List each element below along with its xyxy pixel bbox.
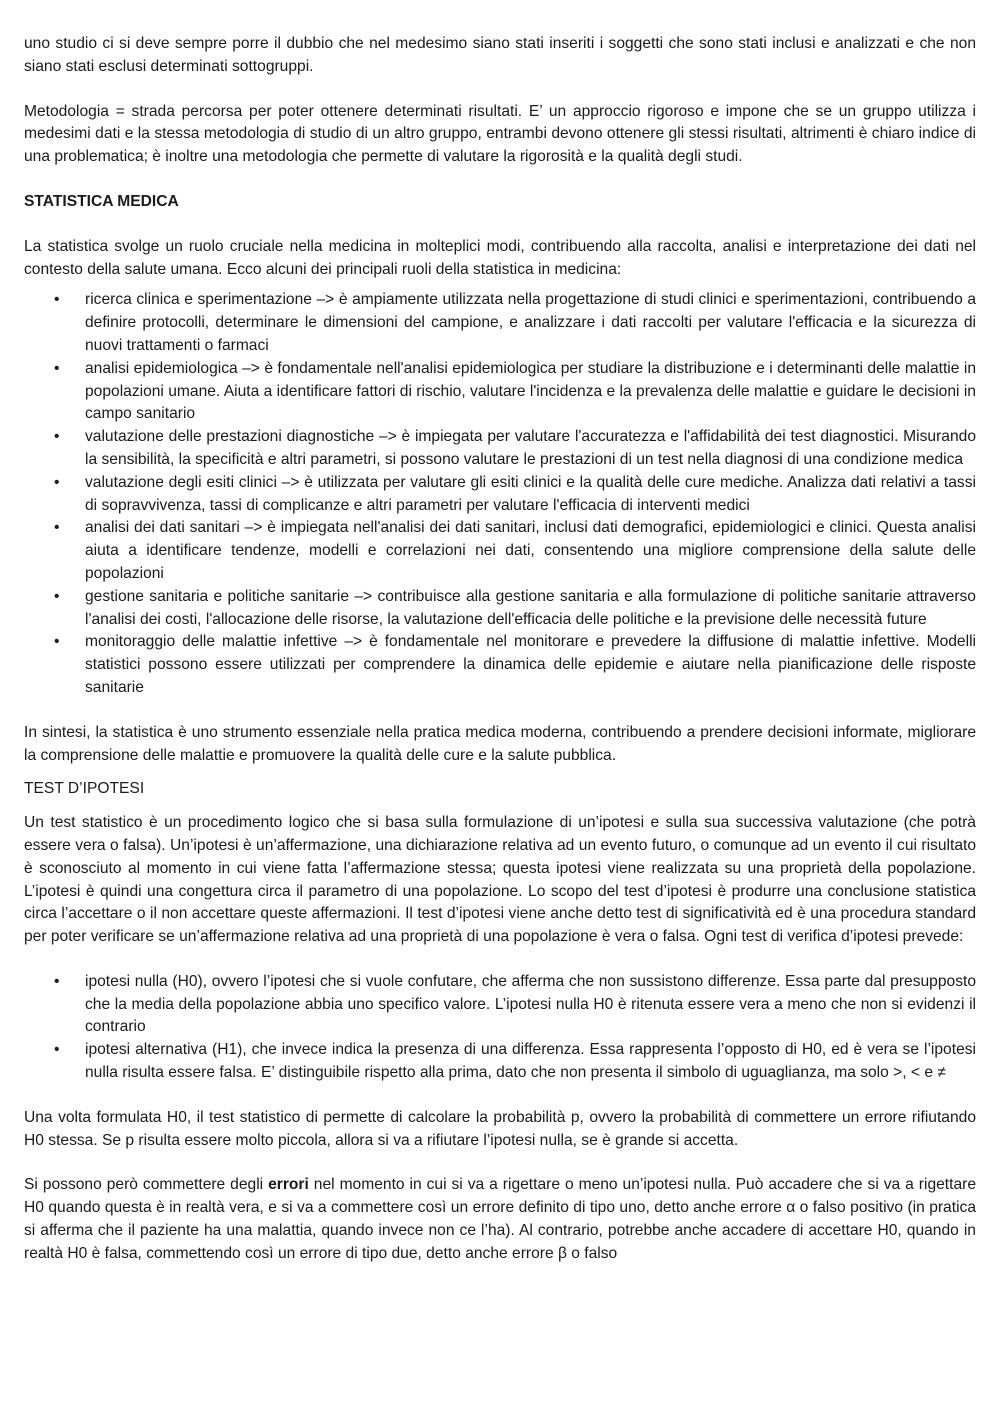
list-item <box>24 358 976 426</box>
bullet-icon: • <box>54 519 60 537</box>
statistica-roles-list <box>24 289 976 699</box>
list-item <box>24 971 976 1039</box>
statistica-intro-paragraph: La statistica svolge un ruolo cruciale nella medicina in molteplici modi, contribuendo alla raccolta, analisi e interpretazione dei dati nel contesto della salute umana. Ecco alcuni dei principali ruoli della statistica in medicina: <box>24 237 976 278</box>
list-item <box>24 586 976 632</box>
statistica-summary-paragraph: In sintesi, la statistica è uno strumento essenziale nella pratica medica moderna, contribuendo a prendere decisioni informate, migliorare la comprensione delle malattie e promuovere la qualità delle cure e la salute pubblica. <box>24 723 976 764</box>
errors-bold-term: errori <box>268 1176 309 1194</box>
section-heading-test-ipotesi: TEST D’IPOTESI <box>24 780 145 798</box>
errors-text-after: nel momento in cui si va a rigettare o meno un’ipotesi nulla. Può accadere che si va a rigettare H0 quando questa è in realtà vera, e si va a commettere così un errore definito di tipo uno, detto anche errore α o falso positivo (in pratica si afferma che il paziente ha una malattia, quando invece non ce l’ha). Al contrario, potrebbe anche accadere di accettare H0, quando in realtà H0 è falsa, commettendo così un errore di tipo due, detto anche errore β o falso <box>24 1176 977 1262</box>
errors-paragraph <box>24 1174 976 1265</box>
bullet-icon: • <box>54 1041 60 1059</box>
list-item <box>24 472 976 518</box>
list-item <box>24 631 976 699</box>
list-item-text: valutazione delle prestazioni diagnostiche –> è impiegata per valutare l'accuratezza e l'affidabilità dei test diagnostici. Misurando la sensibilità, la specificità e altri parametri, si possono valutare le prestazioni di un test nella diagnosi di una condizione medica <box>85 428 976 468</box>
list-item-text: gestione sanitaria e politiche sanitarie –> contribuisce alla gestione sanitaria e alla formulazione di politiche sanitarie attraverso l'analisi dei costi, l'allocazione delle risorse, la valutazione dell'efficacia delle politiche e la previsione delle necessità future <box>85 587 976 628</box>
bullet-icon: • <box>54 359 60 377</box>
test-intro-paragraph: Un test statistico è un procedimento logico che si basa sulla formulazione di un’ipotesi e sulla sua successiva valutazione (che potrà essere vera o falsa). Un’ipotesi è un’affermazione, una dichiarazione relativa ad un evento futuro, o comunque ad un evento il cui risultato è sconosciuto al momento in cui viene fatta l’affermazione stessa; questa ipotesi viene realizzata su una proprietà della popolazione. L’ipotesi è quindi una congettura circa il parametro di una popolazione. Lo scopo del test d’ipotesi è produrre una conclusione statistica circa l’accettare o il non accettare queste affermazioni. Il test d’ipotesi viene anche detto test di significatività ed è una procedura standard per poter verificare se un’affermazione relativa ad una proprietà di una popolazione è vera o falsa. Ogni test di verifica d’ipotesi prevede: <box>24 814 976 946</box>
list-item-text: analisi epidemiologica –> è fondamentale nell'analisi epidemiologica per studiare la distribuzione e i determinanti delle malattie in popolazioni umane. Aiuta a identificare fattori di rischio, valutare l'incidenza e la prevalenza delle malattie e guidare le decisioni in campo sanitario <box>85 359 976 423</box>
p-value-paragraph: Una volta formulata H0, il test statistico di permette di calcolare la probabilità p, ovvero la probabilità di commettere un errore rifiutando H0 stessa. Se p risulta essere molto piccola, allora si va a rifiutare l’ipotesi nulla, se è grande si accetta. <box>24 1108 976 1149</box>
bullet-icon: • <box>54 291 60 309</box>
list-item-text: ipotesi alternativa (H1), che invece indica la presenza di una differenza. Essa rappresenta l’opposto di H0, ed è vera se l’ipotesi nulla risulta essere falsa. E’ distinguibile rispetto alla prima, dato che non presenta il simbolo di uguaglianza, ma solo >, < e ≠ <box>85 1041 976 1082</box>
list-item-text: monitoraggio delle malattie infettive –> è fondamentale nel monitorare e prevedere la diffusione di malattie infettive. Modelli statistici possono essere utilizzati per comprendere la dinamica delle epidemie e aiutare nella pianificazione delle risposte sanitarie <box>85 633 976 696</box>
bullet-icon: • <box>54 972 60 990</box>
hypotheses-list <box>24 971 976 1085</box>
list-item-text: ipotesi nulla (H0), ovvero l’ipotesi che si vuole confutare, che afferma che non sussistono differenze. Essa parte dal presupposto che la media della popolazione abbia uno specifico valore. L’ipotesi nulla H0 è ritenuta essere vera a meno che non si evidenzi il contrario <box>85 972 976 1036</box>
bullet-icon: • <box>54 473 60 491</box>
list-item <box>24 517 976 585</box>
errors-text-before: Si possono però commettere degli <box>24 1176 269 1194</box>
bullet-icon: • <box>54 587 60 605</box>
list-item <box>24 1039 976 1085</box>
list-item-text: analisi dei dati sanitari –> è impiegata nell'analisi dei dati sanitari, inclusi dati demografici, epidemiologici e clinici. Questa analisi aiuta a identificare tendenze, modelli e correlazioni nei dati, consentendo una migliore comprensione della salute delle popolazioni <box>85 519 976 582</box>
bullet-icon: • <box>54 428 60 446</box>
list-item-text: ricerca clinica e sperimentazione –> è ampiamente utilizzata nella progettazione di studi clinici e sperimentazioni, contribuendo a definire protocolli, determinare le dimensioni del campione, e analizzare i dati raccolti per valutare l'efficacia e la sicurezza di nuovi trattamenti o farmaci <box>85 291 976 354</box>
list-item <box>24 426 976 472</box>
metodologia-paragraph: Metodologia = strada percorsa per poter ottenere determinati risultati. E’ un approccio rigoroso e impone che se un gruppo utilizza i medesimi dati e la stessa metodologia di studio di un altro gruppo, entrambi devono ottenere gli stessi risultati, altrimenti è chiaro indice di una problematica; è inoltre una metodologia che permette di valutare la rigorosità e la qualità degli studi. <box>24 102 976 166</box>
intro-paragraph-1: uno studio ci si deve sempre porre il dubbio che nel medesimo siano stati inseriti i soggetti che sono stati inclusi e analizzati e che non siano stati esclusi determinati sottogruppi. <box>24 35 976 75</box>
bullet-icon: • <box>54 633 60 651</box>
section-heading-statistica-medica: STATISTICA MEDICA <box>24 192 179 210</box>
list-item-text: valutazione degli esiti clinici –> è utilizzata per valutare gli esiti clinici e la qualità delle cure mediche. Analizza dati relativi a tassi di sopravvivenza, tassi di complicanze e altri parametri per valutare l'efficacia di interventi medici <box>85 473 976 514</box>
list-item <box>24 289 976 357</box>
